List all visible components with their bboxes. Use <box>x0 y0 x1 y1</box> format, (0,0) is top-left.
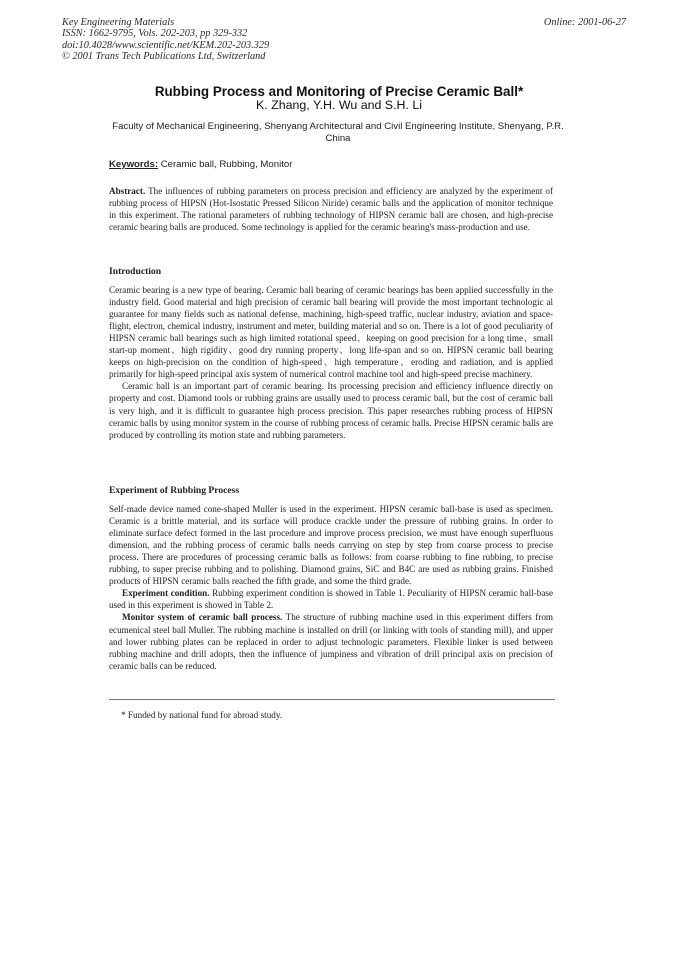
copyright-line: © 2001 Trans Tech Publications Ltd, Switzerland <box>62 50 266 62</box>
monitor-system-text: The structure of rubbing machine used in this experiment differs from ecumenical steel ball Muller. The rubbing machine is installed on drill (or linking with tools of standing mill), and upper and lower rubbing plates can be replaced in order to adjust technologic parameters. Flexible linker is used between rubbing machine and drill adopts, then the influence of jumpiness and vibration of drill principal axis on precision of ceramic balls can be reduced. <box>109 612 553 671</box>
introduction-paragraph-2: Ceramic ball is an important part of ceramic bearing. Its processing precision and efficiency influence directly on property and cost. Diamond tools or rubbing grains are usually used to process ceramic ball, but the cost of ceramic ball is very high, and it is difficult to guarantee high process precision. This paper researches rubbing process of HIPSN ceramic balls by using monitor system in the course of rubbing process of ceramic balls. Precise HIPSN ceramic balls are produced by controlling its motion state and rubbing parameters. <box>109 381 553 440</box>
abstract-section <box>109 185 553 233</box>
introduction-paragraph-1: Ceramic bearing is a new type of bearing. Ceramic ball bearing of ceramic bearings has been applied successfully in the industry field. Good material and high precision of ceramic ball bearing will provide the most important technologic al guarantee for many fields such as national defense, machining, high-speed traffic, nuclear industry, aviation and space-flight, electron, chemical industry, instrument and meter, building material and so on. There is a lot of good peculiarity of HIPSN ceramic ball bearings such as high limited rotational speed、keeping on good precision for a long time、small start-up moment、high rigidity、good dry running property、long life-span and so on. HIPSN ceramic ball bearing keeps on high-precision on the condition of high-speed、high temperature、eroding and radiation, and is applied primarily for high-speed principal axis system of numerical control machine tool and high-speed precise machinery. <box>109 285 553 380</box>
keywords <box>109 159 292 170</box>
introduction-heading: Introduction <box>109 266 162 277</box>
experiment-paragraph-1: Self-made device named cone-shaped Muller is used in the experiment. HIPSN ceramic ball-base is used as specimen. Ceramic is a brittle material, and its surface will produce crackle under the pressure of rubbing grains. In order to eliminate surface defect formed in the last procedure and improve process precision, we must have enough superfluous dimension, and the rubbing process of ceramic balls needs carrying on step by step from coarse process to precise process. There are procedures of processing ceramic balls as follows: from coarse rubbing to fine rubbing, to precise rubbing, to super precise rubbing and to polishing. Diamond grains, SiC and B4C are used as rubbing grains. Finished products of HIPSN ceramic balls reached the fifth grade, and some the third grade. <box>109 504 553 587</box>
journal-name: Key Engineering Materials <box>62 17 175 28</box>
experiment-paragraph-3 <box>109 611 553 671</box>
issn-line: ISSN: 1662-9795, Vols. 202-203, pp 329-332 <box>62 28 248 40</box>
experiment-condition-label: Experiment condition. <box>122 588 210 599</box>
abstract-text: The influences of rubbing parameters on process precision and efficiency are analyzed by the experiment of rubbing process of HIPSN (Hot-Isostatic Pressed Silicon Niride) ceramic balls and the application of monitor technique in this experiment. The rational parameters of rubbing technology of HIPSN ceramic ball are chosen, and high-precise ceramic bearing balls are produced. Some technology is applied for the ceramic bearing's mass-production and use. <box>109 186 553 233</box>
doi-line: doi:10.4028/www.scientific.net/KEM.202-203.329 <box>62 39 270 51</box>
experiment-section <box>109 485 553 672</box>
affiliation: Faculty of Mechanical Engineering, Shenyang Architectural and Civil Engineering Institute, Shenyang, P.R. China <box>112 121 564 144</box>
introduction-section <box>109 266 553 441</box>
paper-title: Rubbing Process and Monitoring of Precise Ceramic Ball* <box>154 84 524 99</box>
abstract-label: Abstract. <box>109 186 146 196</box>
keywords-label: Keywords: <box>109 159 159 170</box>
footnote: * Funded by national fund for abroad study. <box>121 710 283 720</box>
author-list: K. Zhang, Y.H. Wu and S.H. Li <box>256 98 422 112</box>
keywords-text: Ceramic ball, Rubbing, Monitor <box>160 159 293 170</box>
monitor-system-label: Monitor system of ceramic ball process. <box>122 612 283 623</box>
experiment-paragraph-2 <box>109 587 553 611</box>
footnote-divider <box>109 699 555 700</box>
online-date: Online: 2001-06-27 <box>543 17 626 28</box>
abstract-paragraph <box>109 185 553 233</box>
running-header <box>62 17 269 62</box>
experiment-condition-text: Rubbing experiment condition is showed in Table 1. Peculiarity of HIPSN ceramic ball-base used in this experiment is showed in Table 2. <box>109 588 553 611</box>
experiment-heading: Experiment of Rubbing Process <box>109 485 240 496</box>
